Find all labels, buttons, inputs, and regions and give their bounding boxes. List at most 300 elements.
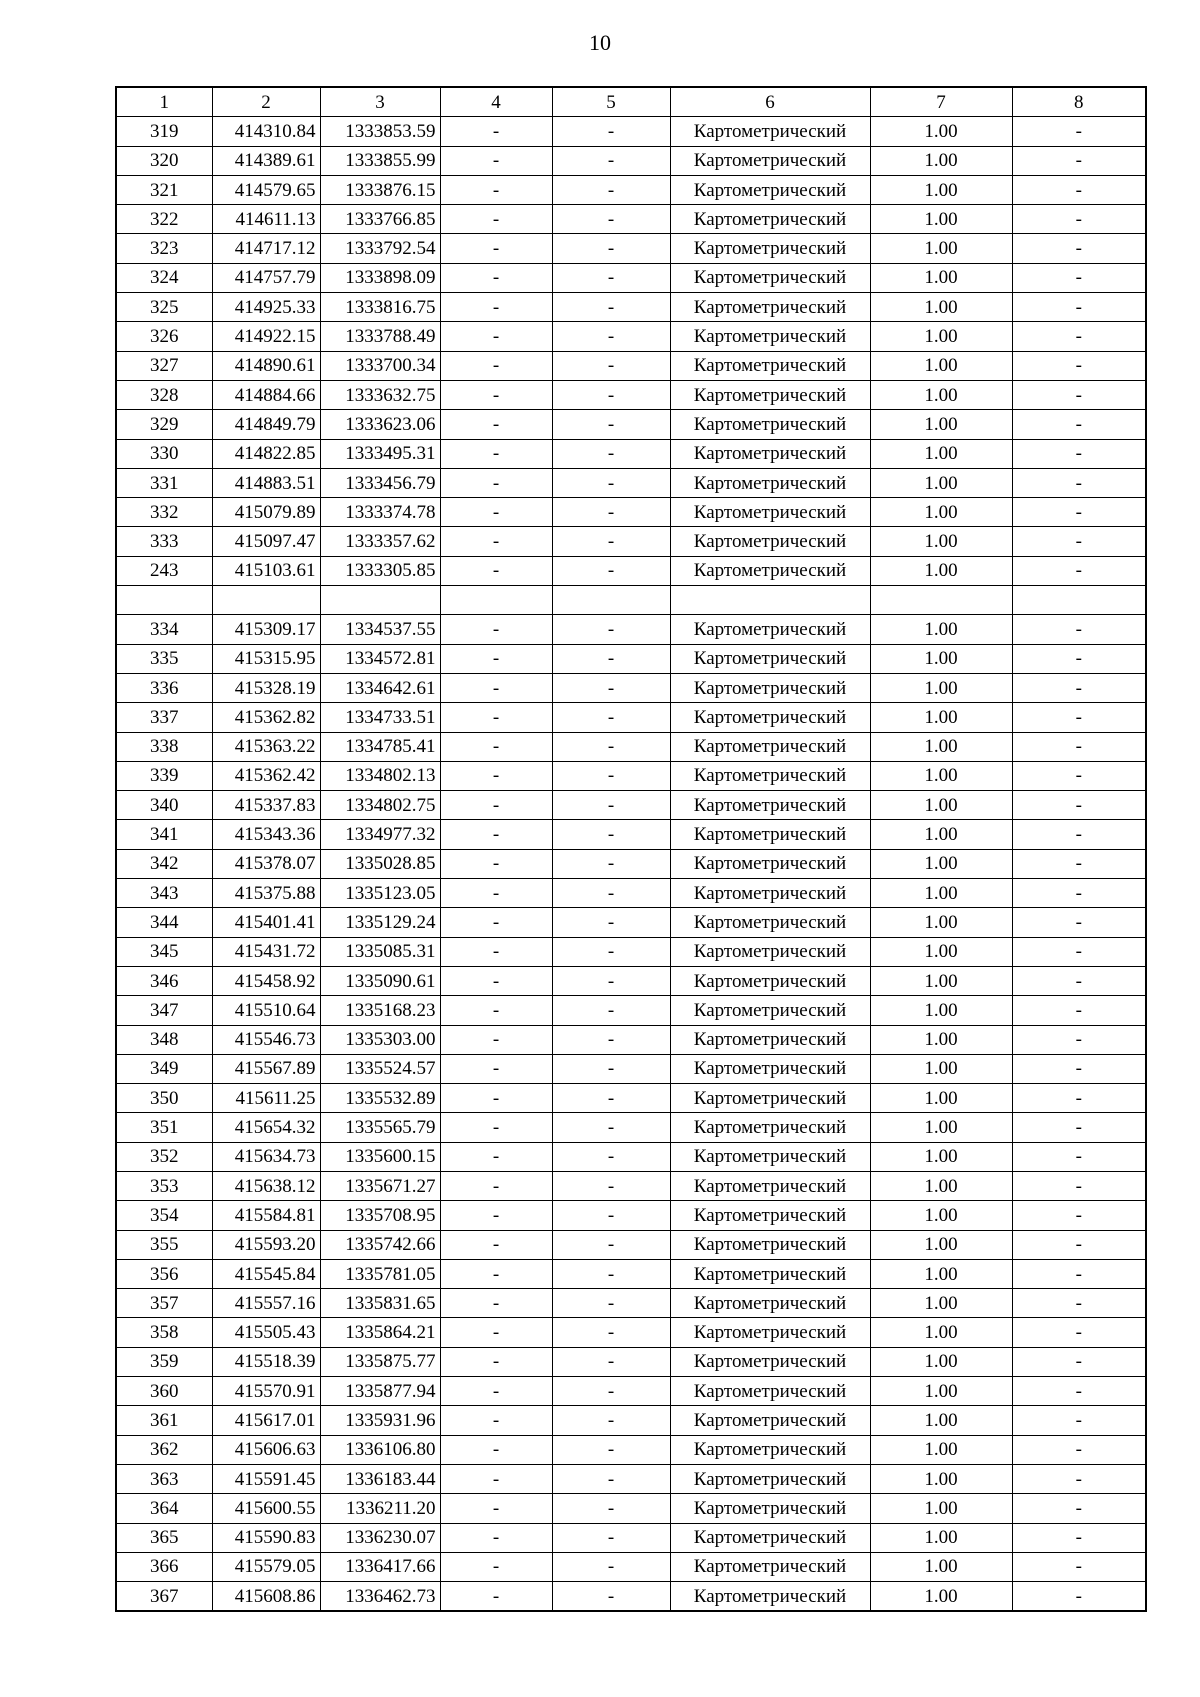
accuracy-cell: 1.00: [870, 380, 1012, 409]
col5-cell: -: [552, 410, 670, 439]
table-row: [116, 849, 1146, 878]
accuracy-cell: 1.00: [870, 673, 1012, 702]
point-number-cell: 356: [116, 1259, 212, 1288]
accuracy-cell: 1.00: [870, 1494, 1012, 1523]
accuracy-cell: 1.00: [870, 468, 1012, 497]
table-row: [116, 527, 1146, 556]
table-row: [116, 1201, 1146, 1230]
table-row: [116, 1464, 1146, 1493]
method-cell: Картометрический: [670, 527, 870, 556]
point-number-cell: 324: [116, 263, 212, 292]
col5-cell: -: [552, 849, 670, 878]
y-coordinate-cell: 1333357.62: [320, 527, 440, 556]
col4-cell: -: [440, 1406, 552, 1435]
col8-cell: -: [1012, 996, 1146, 1025]
table-row: [116, 1054, 1146, 1083]
table-row: [116, 380, 1146, 409]
col5-cell: -: [552, 1552, 670, 1581]
point-number-cell: 348: [116, 1025, 212, 1054]
point-number-cell: 335: [116, 644, 212, 673]
col4-cell: -: [440, 849, 552, 878]
x-coordinate-cell: 415097.47: [212, 527, 320, 556]
accuracy-cell: 1.00: [870, 175, 1012, 204]
accuracy-cell: 1.00: [870, 966, 1012, 995]
col4-cell: -: [440, 380, 552, 409]
col4-cell: -: [440, 937, 552, 966]
col4-cell: -: [440, 644, 552, 673]
col4-cell: -: [440, 673, 552, 702]
y-coordinate-cell: 1335600.15: [320, 1142, 440, 1171]
point-number-cell: 366: [116, 1552, 212, 1581]
col8-cell: -: [1012, 849, 1146, 878]
y-coordinate-cell: 1333374.78: [320, 498, 440, 527]
method-cell: Картометрический: [670, 820, 870, 849]
y-coordinate-cell: 1333898.09: [320, 263, 440, 292]
col4-cell: -: [440, 498, 552, 527]
accuracy-cell: 1.00: [870, 820, 1012, 849]
accuracy-cell: 1.00: [870, 644, 1012, 673]
col8-cell: -: [1012, 1318, 1146, 1347]
y-coordinate-cell: 1335129.24: [320, 908, 440, 937]
method-cell: Картометрический: [670, 205, 870, 234]
col4-cell: -: [440, 966, 552, 995]
x-coordinate-cell: 415567.89: [212, 1054, 320, 1083]
col8-cell: -: [1012, 380, 1146, 409]
method-cell: Картометрический: [670, 732, 870, 761]
y-coordinate-cell: 1333623.06: [320, 410, 440, 439]
y-coordinate-cell: 1335931.96: [320, 1406, 440, 1435]
x-coordinate-cell: [212, 586, 320, 615]
y-coordinate-cell: 1334572.81: [320, 644, 440, 673]
accuracy-cell: 1.00: [870, 1464, 1012, 1493]
col5-cell: -: [552, 1318, 670, 1347]
col8-cell: -: [1012, 498, 1146, 527]
y-coordinate-cell: 1336183.44: [320, 1464, 440, 1493]
x-coordinate-cell: 415315.95: [212, 644, 320, 673]
table-row: [116, 703, 1146, 732]
accuracy-cell: 1.00: [870, 732, 1012, 761]
col8-cell: -: [1012, 879, 1146, 908]
col5-cell: -: [552, 1025, 670, 1054]
y-coordinate-cell: 1333855.99: [320, 146, 440, 175]
table-row: [116, 117, 1146, 146]
x-coordinate-cell: 415611.25: [212, 1084, 320, 1113]
x-coordinate-cell: 415617.01: [212, 1406, 320, 1435]
x-coordinate-cell: 415606.63: [212, 1435, 320, 1464]
x-coordinate-cell: 414310.84: [212, 117, 320, 146]
col8-cell: -: [1012, 234, 1146, 263]
accuracy-cell: 1.00: [870, 908, 1012, 937]
x-coordinate-cell: 415362.82: [212, 703, 320, 732]
col8-cell: -: [1012, 263, 1146, 292]
method-cell: Картометрический: [670, 234, 870, 263]
col8-cell: -: [1012, 439, 1146, 468]
x-coordinate-cell: 414925.33: [212, 293, 320, 322]
accuracy-cell: 1.00: [870, 1318, 1012, 1347]
y-coordinate-cell: 1336417.66: [320, 1552, 440, 1581]
col5-cell: -: [552, 879, 670, 908]
x-coordinate-cell: 415401.41: [212, 908, 320, 937]
y-coordinate-cell: 1335303.00: [320, 1025, 440, 1054]
table-row: [116, 146, 1146, 175]
y-coordinate-cell: 1334802.13: [320, 761, 440, 790]
x-coordinate-cell: 415584.81: [212, 1201, 320, 1230]
col8-cell: -: [1012, 1084, 1146, 1113]
point-number-cell: 362: [116, 1435, 212, 1464]
accuracy-cell: 1.00: [870, 1054, 1012, 1083]
col5-cell: -: [552, 1054, 670, 1083]
method-cell: Картометрический: [670, 966, 870, 995]
method-cell: Картометрический: [670, 937, 870, 966]
col4-cell: -: [440, 1025, 552, 1054]
col4-cell: [440, 586, 552, 615]
col5-cell: -: [552, 263, 670, 292]
col8-cell: -: [1012, 1435, 1146, 1464]
x-coordinate-cell: 414849.79: [212, 410, 320, 439]
x-coordinate-cell: 415638.12: [212, 1171, 320, 1200]
col8-cell: -: [1012, 615, 1146, 644]
x-coordinate-cell: 415328.19: [212, 673, 320, 702]
method-cell: [670, 586, 870, 615]
col8-cell: -: [1012, 1289, 1146, 1318]
accuracy-cell: 1.00: [870, 556, 1012, 585]
accuracy-cell: 1.00: [870, 1259, 1012, 1288]
accuracy-cell: 1.00: [870, 322, 1012, 351]
y-coordinate-cell: 1335565.79: [320, 1113, 440, 1142]
y-coordinate-cell: 1334642.61: [320, 673, 440, 702]
accuracy-cell: 1.00: [870, 1084, 1012, 1113]
col4-cell: -: [440, 761, 552, 790]
col4-cell: -: [440, 1552, 552, 1581]
table-row: [116, 879, 1146, 908]
col8-cell: -: [1012, 1552, 1146, 1581]
method-cell: Картометрический: [670, 849, 870, 878]
column-header: 5: [552, 87, 670, 117]
col8-cell: -: [1012, 703, 1146, 732]
point-number-cell: 349: [116, 1054, 212, 1083]
y-coordinate-cell: 1335090.61: [320, 966, 440, 995]
accuracy-cell: 1.00: [870, 879, 1012, 908]
y-coordinate-cell: 1335085.31: [320, 937, 440, 966]
col8-cell: -: [1012, 1142, 1146, 1171]
table-row: [116, 586, 1146, 615]
col5-cell: -: [552, 439, 670, 468]
point-number-cell: 354: [116, 1201, 212, 1230]
accuracy-cell: 1.00: [870, 1113, 1012, 1142]
accuracy-cell: 1.00: [870, 439, 1012, 468]
table-row: [116, 966, 1146, 995]
point-number-cell: 331: [116, 468, 212, 497]
point-number-cell: 329: [116, 410, 212, 439]
accuracy-cell: 1.00: [870, 1142, 1012, 1171]
x-coordinate-cell: 415363.22: [212, 732, 320, 761]
col4-cell: -: [440, 410, 552, 439]
point-number-cell: 352: [116, 1142, 212, 1171]
col8-cell: -: [1012, 527, 1146, 556]
col8-cell: -: [1012, 146, 1146, 175]
col8-cell: -: [1012, 1025, 1146, 1054]
col4-cell: -: [440, 1435, 552, 1464]
col8-cell: -: [1012, 937, 1146, 966]
col4-cell: -: [440, 1142, 552, 1171]
table-row: [116, 439, 1146, 468]
y-coordinate-cell: 1333700.34: [320, 351, 440, 380]
col4-cell: -: [440, 1582, 552, 1612]
table-row: [116, 293, 1146, 322]
table-row: [116, 732, 1146, 761]
x-coordinate-cell: 415545.84: [212, 1259, 320, 1288]
col4-cell: -: [440, 1113, 552, 1142]
col8-cell: -: [1012, 673, 1146, 702]
col4-cell: -: [440, 1084, 552, 1113]
column-header: 6: [670, 87, 870, 117]
method-cell: Картометрический: [670, 1259, 870, 1288]
col4-cell: -: [440, 468, 552, 497]
point-number-cell: 350: [116, 1084, 212, 1113]
y-coordinate-cell: 1335864.21: [320, 1318, 440, 1347]
method-cell: Картометрический: [670, 1289, 870, 1318]
point-number-cell: [116, 586, 212, 615]
col5-cell: -: [552, 468, 670, 497]
y-coordinate-cell: 1335671.27: [320, 1171, 440, 1200]
col4-cell: -: [440, 527, 552, 556]
x-coordinate-cell: 415337.83: [212, 791, 320, 820]
method-cell: Картометрический: [670, 908, 870, 937]
table-row: [116, 468, 1146, 497]
col5-cell: -: [552, 1523, 670, 1552]
col5-cell: -: [552, 615, 670, 644]
column-header: 8: [1012, 87, 1146, 117]
point-number-cell: 330: [116, 439, 212, 468]
col8-cell: -: [1012, 1113, 1146, 1142]
point-number-cell: 326: [116, 322, 212, 351]
method-cell: Картометрический: [670, 879, 870, 908]
y-coordinate-cell: 1333853.59: [320, 117, 440, 146]
col8-cell: -: [1012, 117, 1146, 146]
method-cell: Картометрический: [670, 1494, 870, 1523]
point-number-cell: 360: [116, 1377, 212, 1406]
point-number-cell: 358: [116, 1318, 212, 1347]
x-coordinate-cell: 415510.64: [212, 996, 320, 1025]
col5-cell: -: [552, 937, 670, 966]
accuracy-cell: 1.00: [870, 263, 1012, 292]
col8-cell: -: [1012, 1464, 1146, 1493]
y-coordinate-cell: 1333456.79: [320, 468, 440, 497]
point-number-cell: 345: [116, 937, 212, 966]
y-coordinate-cell: 1336462.73: [320, 1582, 440, 1612]
col5-cell: -: [552, 1171, 670, 1200]
col8-cell: -: [1012, 908, 1146, 937]
point-number-cell: 319: [116, 117, 212, 146]
table-row: [116, 1113, 1146, 1142]
col4-cell: -: [440, 1494, 552, 1523]
x-coordinate-cell: 414884.66: [212, 380, 320, 409]
method-cell: Картометрический: [670, 175, 870, 204]
method-cell: Картометрический: [670, 498, 870, 527]
point-number-cell: 341: [116, 820, 212, 849]
method-cell: Картометрический: [670, 146, 870, 175]
y-coordinate-cell: 1333876.15: [320, 175, 440, 204]
method-cell: Картометрический: [670, 1230, 870, 1259]
point-number-cell: 327: [116, 351, 212, 380]
point-number-cell: 367: [116, 1582, 212, 1612]
y-coordinate-cell: 1336106.80: [320, 1435, 440, 1464]
y-coordinate-cell: 1333816.75: [320, 293, 440, 322]
table-row: [116, 1582, 1146, 1612]
point-number-cell: 342: [116, 849, 212, 878]
x-coordinate-cell: 415600.55: [212, 1494, 320, 1523]
point-number-cell: 338: [116, 732, 212, 761]
y-coordinate-cell: 1336230.07: [320, 1523, 440, 1552]
y-coordinate-cell: 1334977.32: [320, 820, 440, 849]
col4-cell: -: [440, 1347, 552, 1376]
col8-cell: -: [1012, 293, 1146, 322]
col8-cell: -: [1012, 351, 1146, 380]
y-coordinate-cell: 1335524.57: [320, 1054, 440, 1083]
col4-cell: -: [440, 117, 552, 146]
col8-cell: -: [1012, 322, 1146, 351]
x-coordinate-cell: 415103.61: [212, 556, 320, 585]
col5-cell: -: [552, 791, 670, 820]
col8-cell: -: [1012, 410, 1146, 439]
col4-cell: -: [440, 791, 552, 820]
col4-cell: -: [440, 293, 552, 322]
col5-cell: -: [552, 761, 670, 790]
accuracy-cell: 1.00: [870, 410, 1012, 439]
accuracy-cell: 1.00: [870, 703, 1012, 732]
table-row: [116, 322, 1146, 351]
accuracy-cell: 1.00: [870, 1582, 1012, 1612]
point-number-cell: 363: [116, 1464, 212, 1493]
accuracy-cell: 1.00: [870, 1230, 1012, 1259]
x-coordinate-cell: 415079.89: [212, 498, 320, 527]
x-coordinate-cell: 415579.05: [212, 1552, 320, 1581]
point-number-cell: 322: [116, 205, 212, 234]
y-coordinate-cell: 1333495.31: [320, 439, 440, 468]
x-coordinate-cell: 414890.61: [212, 351, 320, 380]
col4-cell: -: [440, 439, 552, 468]
accuracy-cell: 1.00: [870, 615, 1012, 644]
point-number-cell: 344: [116, 908, 212, 937]
col8-cell: -: [1012, 1523, 1146, 1552]
x-coordinate-cell: 415590.83: [212, 1523, 320, 1552]
point-number-cell: 365: [116, 1523, 212, 1552]
accuracy-cell: 1.00: [870, 1171, 1012, 1200]
col5-cell: -: [552, 1494, 670, 1523]
method-cell: Картометрический: [670, 1582, 870, 1612]
method-cell: Картометрический: [670, 410, 870, 439]
col5-cell: -: [552, 1435, 670, 1464]
x-coordinate-cell: 415557.16: [212, 1289, 320, 1318]
point-number-cell: 353: [116, 1171, 212, 1200]
col8-cell: -: [1012, 820, 1146, 849]
col8-cell: -: [1012, 1377, 1146, 1406]
x-coordinate-cell: 415634.73: [212, 1142, 320, 1171]
col5-cell: -: [552, 703, 670, 732]
table-row: [116, 205, 1146, 234]
col4-cell: -: [440, 234, 552, 263]
y-coordinate-cell: 1335168.23: [320, 996, 440, 1025]
x-coordinate-cell: 414579.65: [212, 175, 320, 204]
col8-cell: -: [1012, 966, 1146, 995]
col4-cell: -: [440, 703, 552, 732]
table-row: [116, 1259, 1146, 1288]
col5-cell: -: [552, 351, 670, 380]
col8-cell: -: [1012, 1259, 1146, 1288]
col8-cell: -: [1012, 468, 1146, 497]
x-coordinate-cell: 415431.72: [212, 937, 320, 966]
method-cell: Картометрический: [670, 1406, 870, 1435]
table-row: [116, 1523, 1146, 1552]
column-header: 4: [440, 87, 552, 117]
table-row: [116, 761, 1146, 790]
point-number-cell: 336: [116, 673, 212, 702]
col4-cell: -: [440, 996, 552, 1025]
point-number-cell: 321: [116, 175, 212, 204]
col8-cell: -: [1012, 791, 1146, 820]
method-cell: Картометрический: [670, 996, 870, 1025]
y-coordinate-cell: 1333632.75: [320, 380, 440, 409]
x-coordinate-cell: 415570.91: [212, 1377, 320, 1406]
col5-cell: -: [552, 1347, 670, 1376]
col5-cell: -: [552, 820, 670, 849]
table-row: [116, 791, 1146, 820]
table-row: [116, 673, 1146, 702]
x-coordinate-cell: 415654.32: [212, 1113, 320, 1142]
col4-cell: -: [440, 820, 552, 849]
accuracy-cell: 1.00: [870, 527, 1012, 556]
y-coordinate-cell: 1335123.05: [320, 879, 440, 908]
point-number-cell: 343: [116, 879, 212, 908]
method-cell: Картометрический: [670, 615, 870, 644]
col5-cell: [552, 586, 670, 615]
accuracy-cell: 1.00: [870, 791, 1012, 820]
point-number-cell: 364: [116, 1494, 212, 1523]
col5-cell: -: [552, 498, 670, 527]
method-cell: Картометрический: [670, 322, 870, 351]
point-number-cell: 359: [116, 1347, 212, 1376]
col8-cell: -: [1012, 761, 1146, 790]
accuracy-cell: 1.00: [870, 937, 1012, 966]
col5-cell: -: [552, 1084, 670, 1113]
accuracy-cell: [870, 586, 1012, 615]
y-coordinate-cell: 1335781.05: [320, 1259, 440, 1288]
point-number-cell: 333: [116, 527, 212, 556]
col5-cell: -: [552, 146, 670, 175]
point-number-cell: 320: [116, 146, 212, 175]
table-body: [116, 117, 1146, 1612]
col5-cell: -: [552, 527, 670, 556]
col5-cell: -: [552, 732, 670, 761]
table-row: [116, 908, 1146, 937]
col4-cell: -: [440, 556, 552, 585]
y-coordinate-cell: 1333766.85: [320, 205, 440, 234]
accuracy-cell: 1.00: [870, 996, 1012, 1025]
accuracy-cell: 1.00: [870, 293, 1012, 322]
y-coordinate-cell: 1333792.54: [320, 234, 440, 263]
col5-cell: -: [552, 1259, 670, 1288]
table-row: [116, 263, 1146, 292]
col8-cell: -: [1012, 1406, 1146, 1435]
point-number-cell: 337: [116, 703, 212, 732]
method-cell: Картометрический: [670, 1084, 870, 1113]
col8-cell: -: [1012, 1347, 1146, 1376]
col4-cell: -: [440, 322, 552, 351]
y-coordinate-cell: 1333788.49: [320, 322, 440, 351]
col5-cell: -: [552, 1406, 670, 1435]
point-number-cell: 351: [116, 1113, 212, 1142]
col8-cell: -: [1012, 1494, 1146, 1523]
